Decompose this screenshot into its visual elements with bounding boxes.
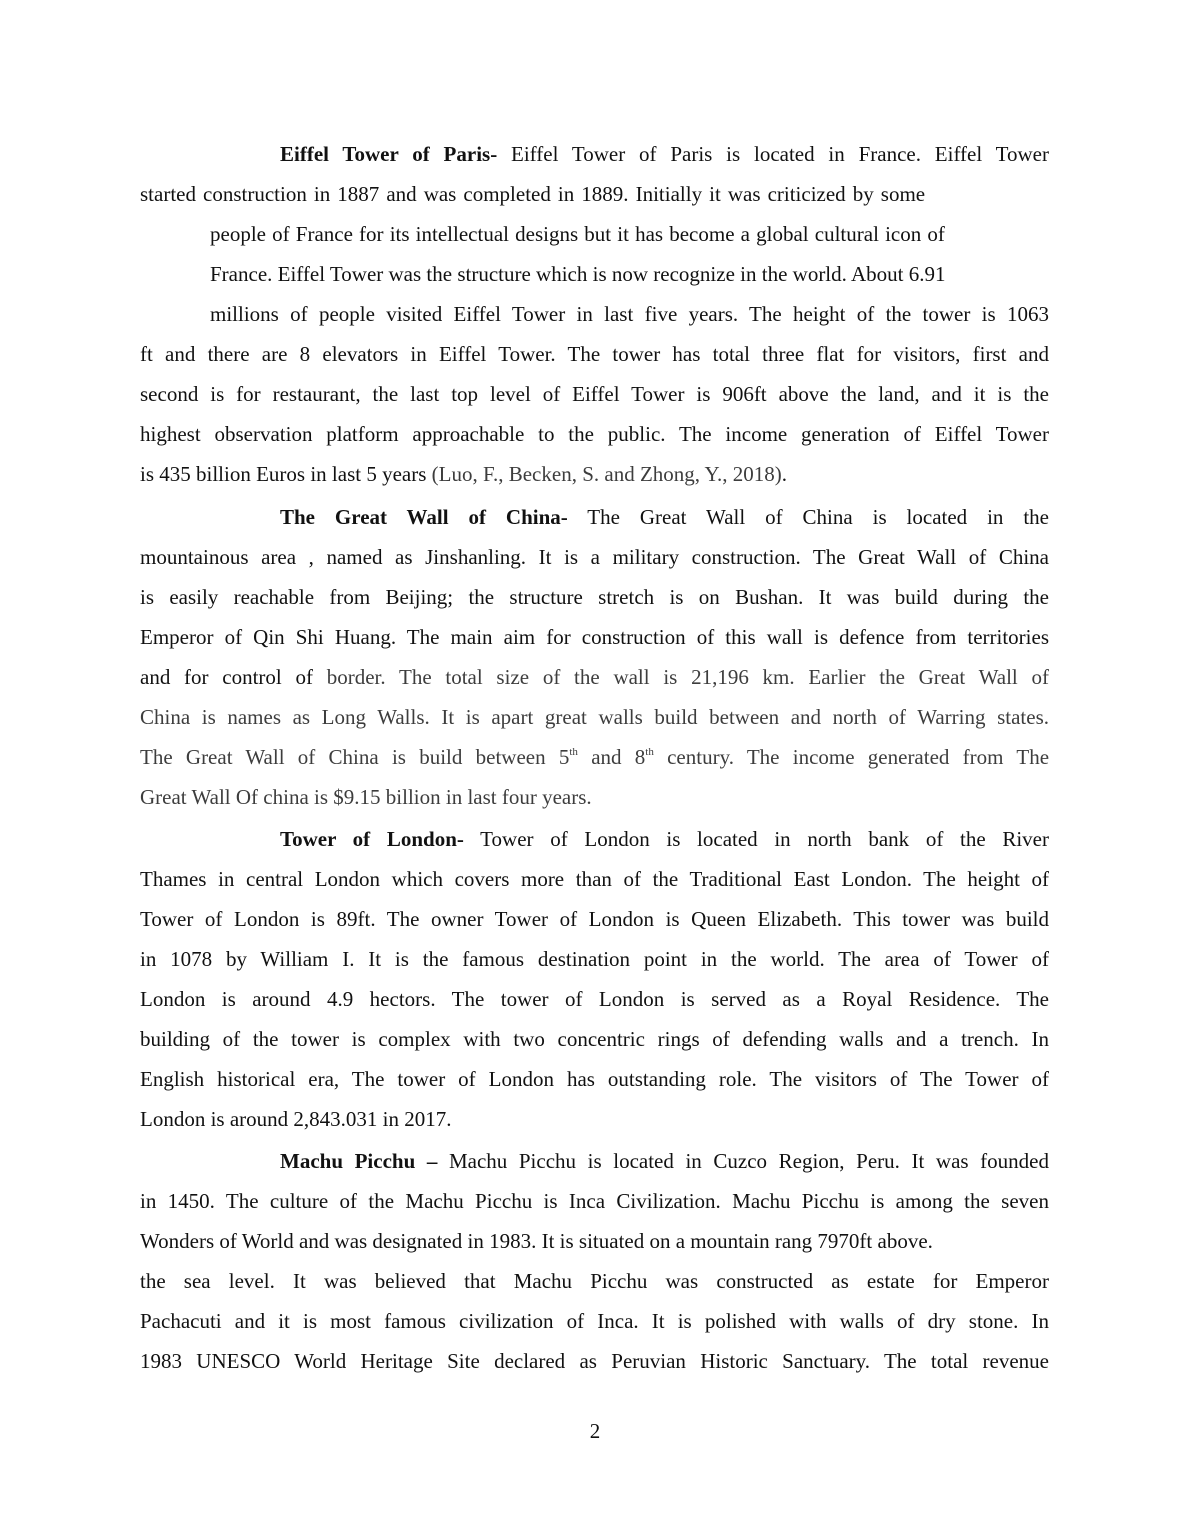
text-line: highest observation platform approachable to the public. The income generation of Eiffel Tower: [140, 422, 1049, 446]
section-heading: Tower of London-: [280, 827, 464, 851]
text-line: English historical era, The tower of London has outstanding role. The visitors of The Tower of: [140, 1067, 1049, 1091]
text-line: Emperor of Qin Shi Huang. The main aim for construction of this wall is defence from territories: [140, 625, 1049, 649]
text-line: and for control of border. The total size of the wall is 21,196 km. Earlier the Great Wall of: [140, 665, 1049, 689]
text-line: is 435 billion Euros in last 5 years (Luo, F., Becken, S. and Zhong, Y., 2018).: [140, 462, 787, 486]
text-line: building of the tower is complex with two concentric rings of defending walls and a trench. In: [140, 1027, 1049, 1051]
text-line: mountainous area , named as Jinshanling. It is a military construction. The Great Wall of China: [140, 545, 1049, 569]
section-heading: Machu Picchu –: [280, 1149, 438, 1173]
text-line: the sea level. It was believed that Machu Picchu was constructed as estate for Emperor: [140, 1269, 1049, 1293]
citation: (Luo, F., Becken, S. and Zhong, Y., 2018): [431, 462, 782, 486]
text-line: Pachacuti and it is most famous civilization of Inca. It is polished with walls of dry stone. In: [140, 1309, 1049, 1333]
text-line: Wonders of World and was designated in 1983. It is situated on a mountain rang 7970ft above.: [140, 1229, 933, 1253]
text-line: started construction in 1887 and was completed in 1889. Initially it was criticized by some: [140, 182, 926, 206]
text-line: Eiffel Tower of Paris- Eiffel Tower of Paris is located in France. Eiffel Tower: [280, 142, 1049, 166]
text-line: 1983 UNESCO World Heritage Site declared as Peruvian Historic Sanctuary. The total revenue: [140, 1349, 1049, 1373]
text-line: is easily reachable from Beijing; the structure stretch is on Bushan. It was build during the: [140, 585, 1049, 609]
text-line: in 1450. The culture of the Machu Picchu is Inca Civilization. Machu Picchu is among the seven: [140, 1189, 1049, 1213]
text-line: Machu Picchu – Machu Picchu is located in Cuzco Region, Peru. It was founded: [280, 1149, 1049, 1173]
section-heading: Eiffel Tower of Paris-: [280, 142, 498, 166]
text-line: in 1078 by William I. It is the famous destination point in the world. The area of Tower of: [140, 947, 1049, 971]
text-line: Thames in central London which covers more than of the Traditional East London. The height of: [140, 867, 1049, 891]
text-line: ft and there are 8 elevators in Eiffel Tower. The tower has total three flat for visitors, first and: [140, 342, 1049, 366]
text-line: London is around 4.9 hectors. The tower of London is served as a Royal Residence. The: [140, 987, 1049, 1011]
text-line: The Great Wall of China- The Great Wall of China is located in the: [280, 505, 1049, 529]
text-line: Great Wall Of china is $9.15 billion in last four years.: [140, 785, 592, 809]
text-line: China is names as Long Walls. It is apart great walls build between and north of Warring states.: [140, 705, 1049, 729]
text-line: France. Eiffel Tower was the structure which is now recognize in the world. About 6.91: [210, 262, 946, 286]
text-line: Tower of London is 89ft. The owner Tower of London is Queen Elizabeth. This tower was build: [140, 907, 1049, 931]
text-line: Tower of London- Tower of London is located in north bank of the River: [280, 827, 1049, 851]
page-number: 2: [589, 1419, 601, 1443]
text-line: second is for restaurant, the last top level of Eiffel Tower is 906ft above the land, and it is the: [140, 382, 1049, 406]
text-line: people of France for its intellectual designs but it has become a global cultural icon of: [210, 222, 945, 246]
text-line: London is around 2,843.031 in 2017.: [140, 1107, 452, 1131]
text-line: millions of people visited Eiffel Tower in last five years. The height of the tower is 1063: [210, 302, 1049, 326]
text-line: The Great Wall of China is build between 5th and 8th century. The income generated from The: [140, 745, 1050, 769]
section-heading: The Great Wall of China-: [280, 505, 568, 529]
